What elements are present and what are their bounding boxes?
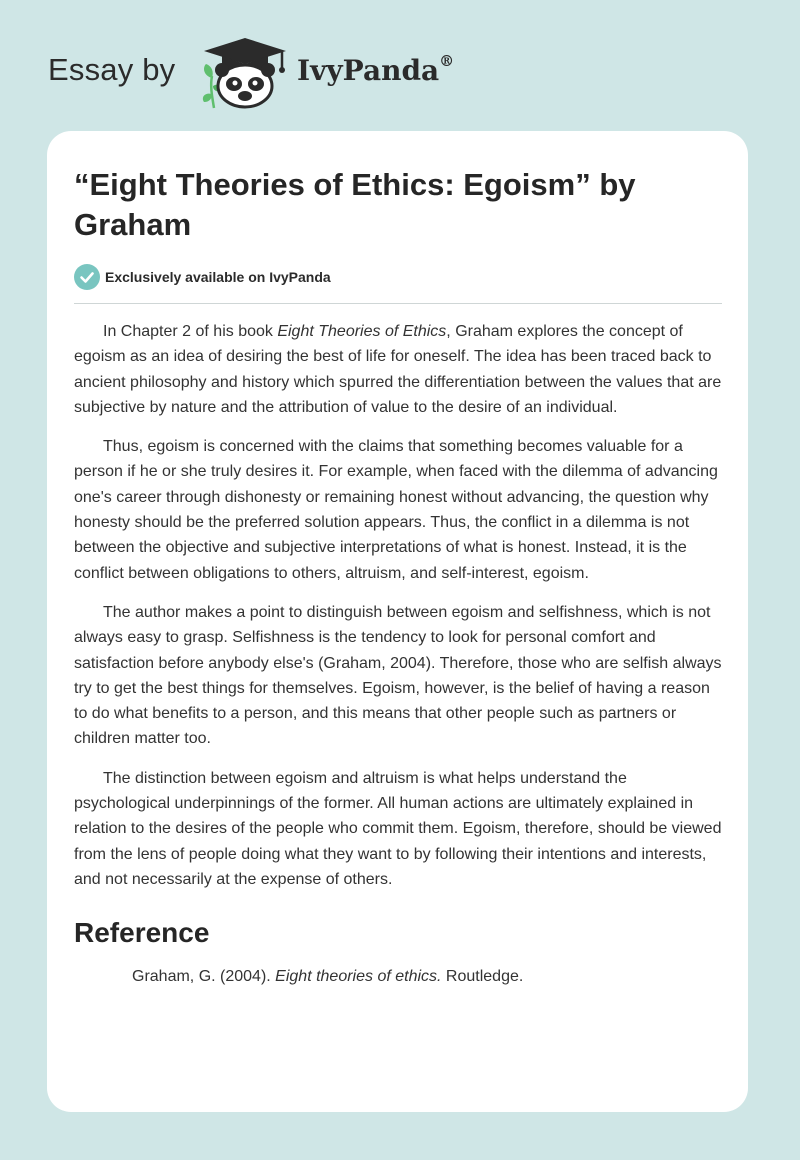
site-header [0,0,800,130]
paragraph-2: Thus, egoism is concerned with the claims that something becomes valuable for a person if he or she truly desires it. For example, when faced with the dilemma of advancing one's career through dishonesty or remaining honest without advancing, the question why honesty should be the preferred solution appears. Thus, the conflict in a dilemma is not between the objective and subjective interpretations of what is honest. Instead, it is the conflict between obligations to others, altruism, and self-interest, egoism. [74,438,718,582]
exclusive-badge [74,264,331,290]
reference-author: Graham, G. (2004). [132,968,276,986]
reference-heading: Reference [74,917,210,949]
page-title: “Eight Theories of Ethics: Egoism” by Graham [74,167,636,242]
divider [74,303,722,304]
ivypanda-logo-icon[interactable] [198,34,292,110]
brand-name-text: IvyPanda [297,54,440,87]
check-icon [74,264,100,290]
essay-by-label: Essay by [48,52,176,87]
paragraph-1-text-a: In Chapter 2 of his book [103,323,278,340]
essay-body [74,319,722,1003]
registered-mark: ® [439,52,455,70]
paragraph-1 [74,319,722,420]
essay-card [47,131,748,1112]
reference-title: Eight theories of ethics. [275,968,442,986]
exclusive-badge-label: Exclusively available on IvyPanda [105,269,331,285]
paragraph-1-text-b: , Graham explores the concept of egoism as an idea of desiring the best of life for oneself. The idea has been traced back to ancient philosophy and history which spurred the differentiation between the values that are subjective by nature and the attribution of value to the desire of an individual. [74,323,722,416]
ivypanda-brand[interactable] [297,54,454,87]
book-title: Eight Theories of Ethics [277,323,447,340]
paragraph-4: The distinction between egoism and altruism is what helps understand the psychological underpinnings of the former. All human actions are ultimately explained in relation to the desires of the people who commit them. Egoism, therefore, should be viewed from the lens of people doing what they want to by following their intentions and interests, and not necessarily at the expense of others. [74,769,722,888]
paragraph-3: The author makes a point to distinguish between egoism and selfishness, which is not always easy to grasp. Selfishness is the tendency to look for personal comfort and satisfaction before anybody else's (Graham, 2004). Therefore, those who are selfish always try to get the best things for themselves. Egoism, however, is the belief of having a reason to do what benefits to a person, and this means that other people such as partners or children matter too. [74,603,722,748]
reference-entry [74,964,722,989]
reference-publisher: Routledge. [441,968,524,986]
